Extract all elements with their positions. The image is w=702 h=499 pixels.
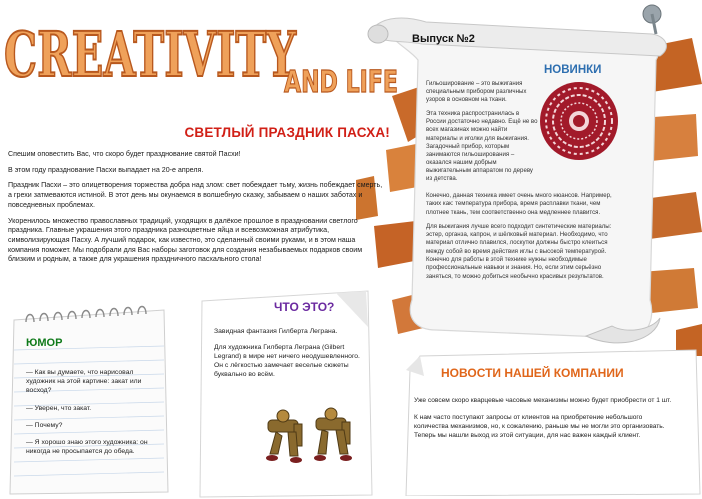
easter-article [8,150,384,271]
logo-creativity [4,8,304,88]
humor-line: — Я хорошо знаю этого художника: он никогда не просыпается до обеда. [26,439,148,456]
logo-sub-text: AND LIFE [284,65,398,98]
news-title: НОВИНКИ [544,64,602,76]
what-paragraph: Завидная фантазия Гилберта Леграна. [214,328,338,335]
news-paragraph: Эта техника распространилась в России достаточно недавно. Ещё не во всех магазинах можно найти материалы и иголки для выжигания. Загадочный прибор, которым занимаются гильоширования – оказался нашим добрым выжигательным аппаратом по дереву из детства. [426,110,538,183]
company-paragraph: К нам часто поступают запросы от клиентов на приобретение небольшого количества механизмов, но, к сожалению, раньше мы не могли это организовать. Теперь мы нашли выход из этой ситуации, для нас важен каждый клиент. [414,414,665,439]
easter-title: СВЕТЛЫЙ ПРАЗДНИК ПАСХА! [184,125,390,140]
news-paragraph: Гильоширование – это выжигания специальным прибором различных узоров в основном на ткани. [426,80,527,104]
what-paragraph: Для художника Гилберта Леграна (Gilbert Legrand) в мире нет ничего неодушевленного. Он с лёгкостью замечает веселые сюжеты буквально во всём. [214,344,360,378]
company-news-text [414,396,674,448]
logo-and-life [282,58,402,98]
easter-paragraph: Праздник Пасхи – это олицетворения торжества добра над злом: свет побеждает тьму, жизнь побеждает смерть, а грехи затмеваются истиной. В этот день мы окунаемся в волшебную сказку, забываем о наших заботах и повседневных проблемах. [8,181,383,209]
issue-number: Выпуск №2 [412,33,475,45]
humor-joke [26,368,158,464]
humor-line: — Уверен, что закат. [26,404,92,412]
company-news-title: НОВОСТИ НАШЕЙ КОМПАНИИ [441,366,624,380]
faucet-figures-image [258,402,362,468]
what-is-it-title: ЧТО ЭТО? [274,300,335,314]
humor-title: ЮМОР [26,337,63,349]
easter-paragraph: Спешим оповестить Вас, что скоро будет празднование святой Пасхи! [8,150,241,158]
news-details [426,192,616,287]
news-paragraph: Для выжигания лучше всего подходит синтетические материалы: эстер, органза, капрон, и шёлковый материал. Необходимо, что материал отлично плавился, лоскутки должны быстро клеиться между собой во время действия иглы с высокой температурой. Конечно для работы в этой технике нужны необходимые профессиональные навыки и знания. Но, если этим серьёзно заняться, то можно добиться необычно красивых результатов. [426,222,612,280]
lace-doily-image [538,80,620,162]
easter-paragraph: Укоренилось множество православных традиций, уходящих в далёкое прошлое в праздновании светлого праздника. Главные украшения этого праздника разноцветные яйца и всевозможная атрибутика, символизирующая Пасху. А лучший подарок, как известно, это сделанный своими руками, и в этом наша компания поможет. Мы подобрали для Вас наборы заготовок для создания незабываемых подарков своим близким и родным, а также для украшения праздничного пасхального стола! [8,216,363,264]
humor-line: — Почему? [26,421,63,429]
company-paragraph: Уже совсем скоро кварцевые часовые механизмы можно будет приобрести от 1 шт. [414,397,672,404]
humor-line: — Как вы думаете, что нарисовал художник на этой картине: закат или восход? [26,369,142,395]
easter-paragraph: В этом году празднование Пасхи выпадает на 20-е апреля. [8,165,204,174]
logo-main-text: CREATIVITY [4,18,297,88]
news-intro [426,80,538,189]
what-is-it-text [214,327,364,386]
news-paragraph: Конечно, данная техника имеет очень много нюансов. Например, таких как: температура прибора, время расплавки ткани, чем плотнее ткань, тем соответственно она медленнее плавится. [426,192,612,216]
